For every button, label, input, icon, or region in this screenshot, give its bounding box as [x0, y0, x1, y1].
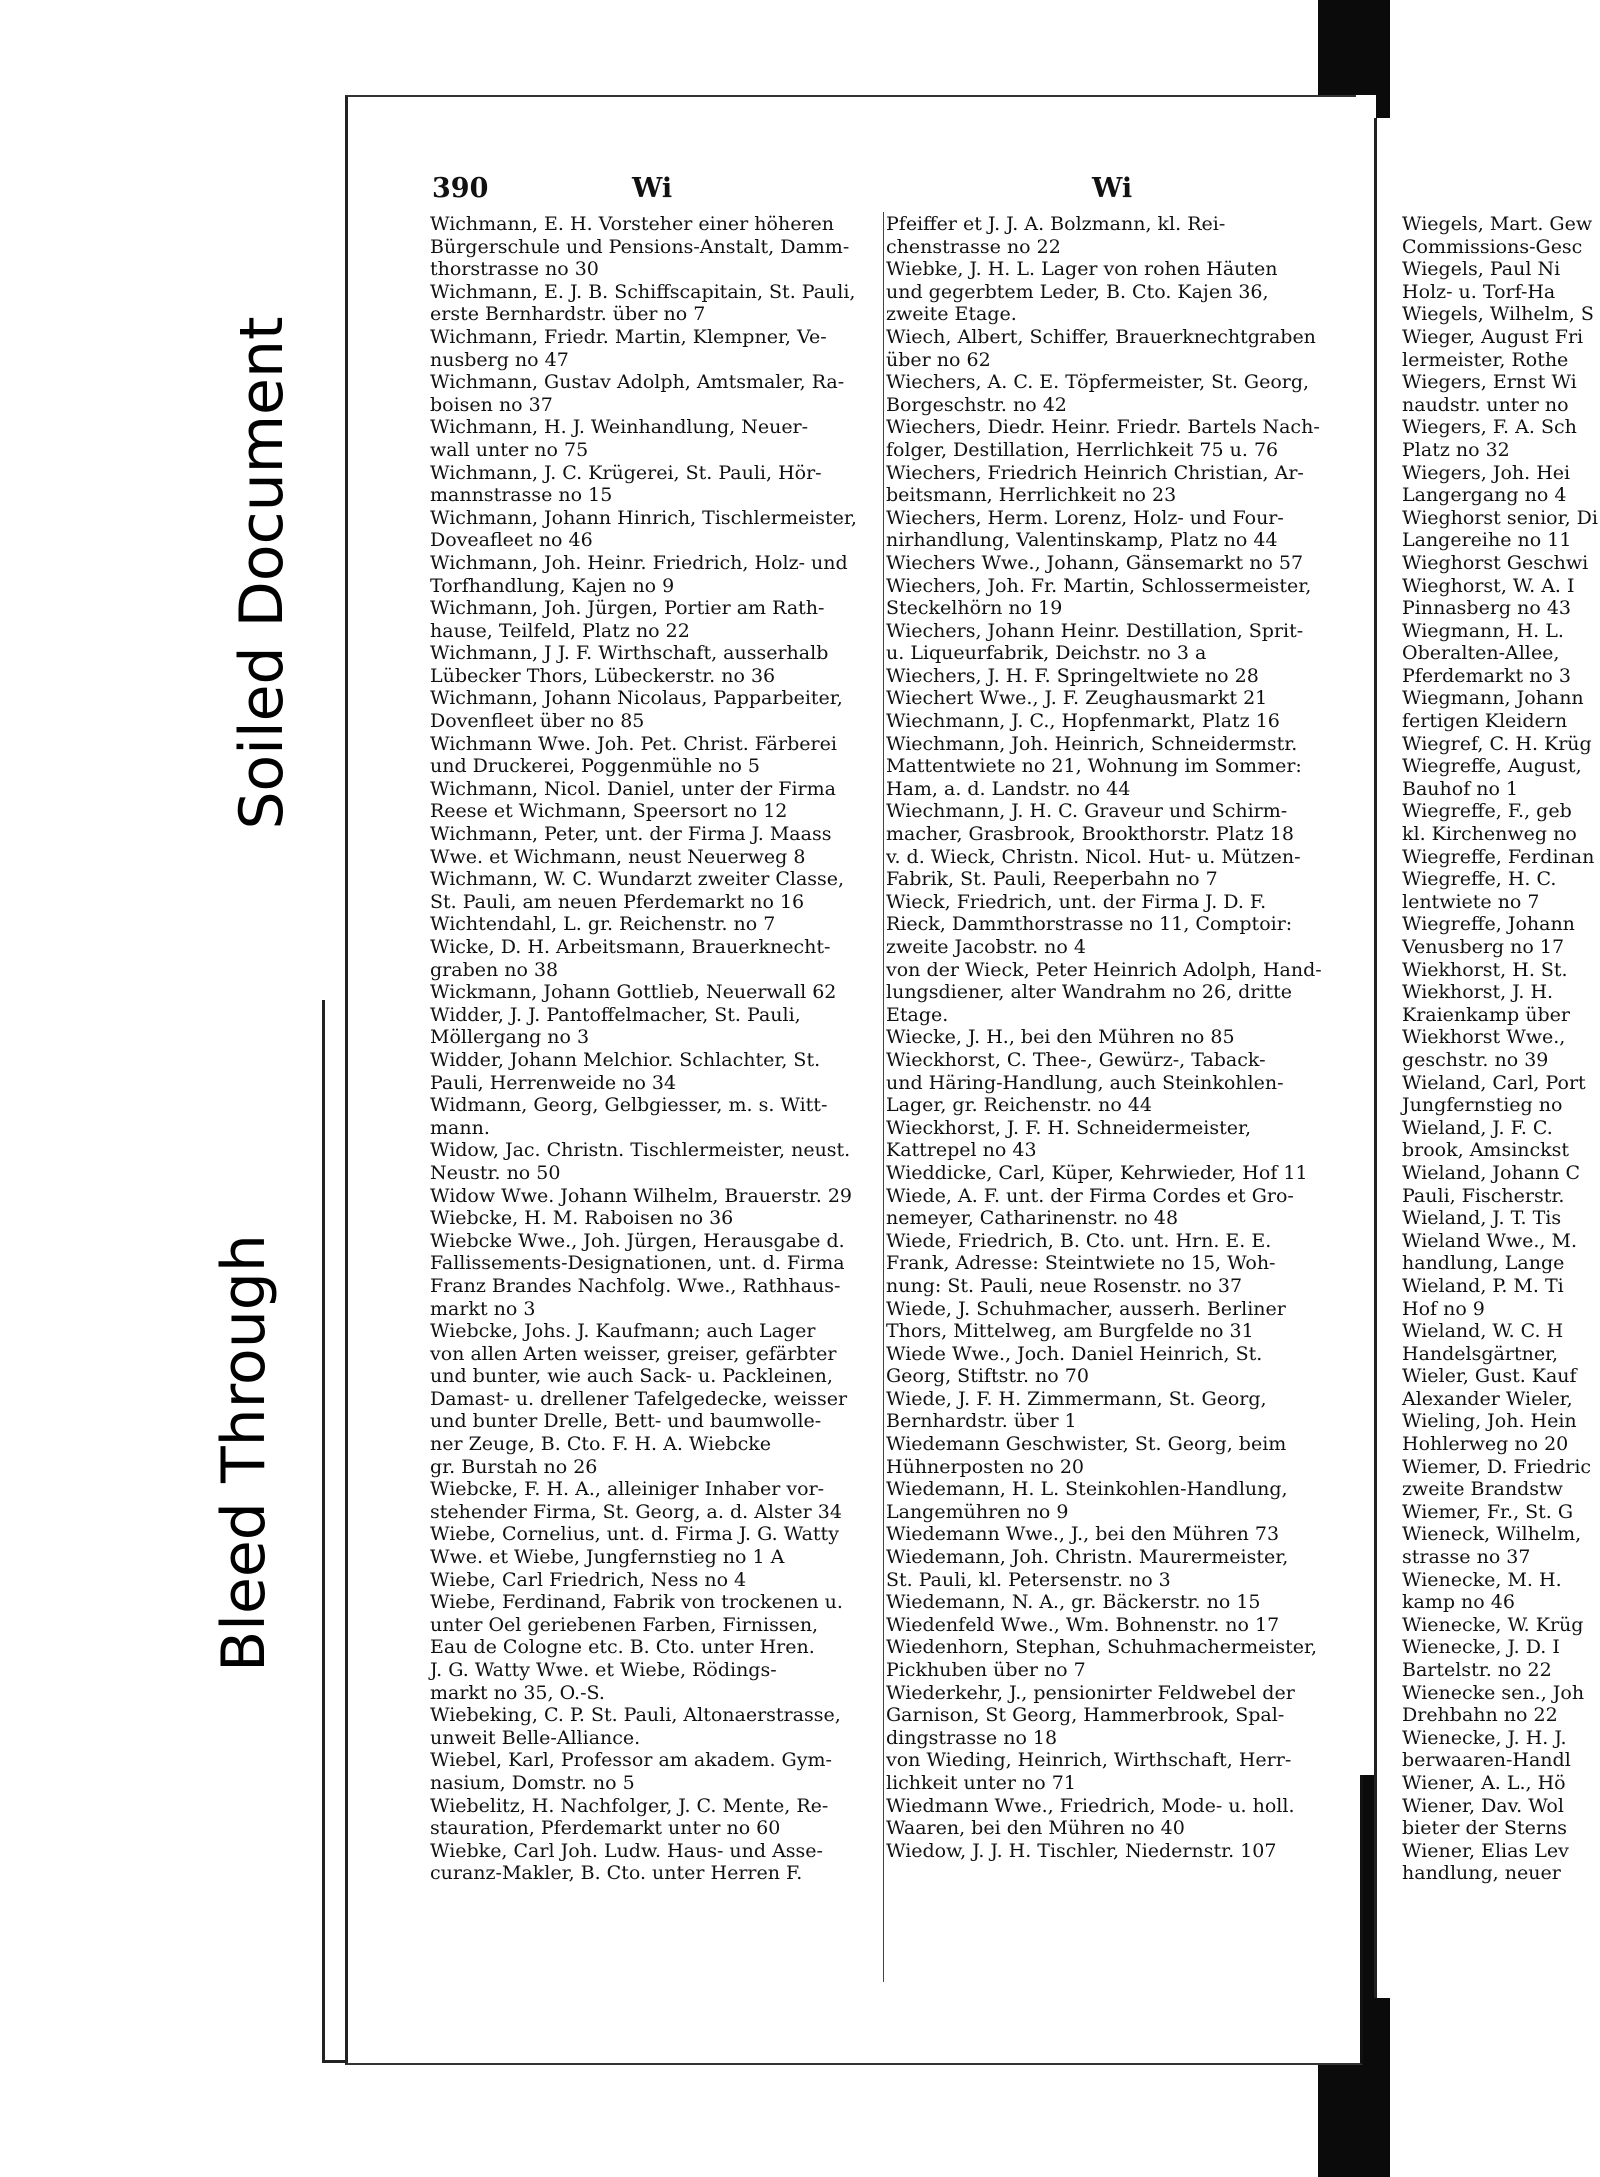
directory-line: Wieckhorst, J. F. H. Schneidermeister, [886, 1116, 1252, 1139]
directory-line: Widder, Johann Melchior. Schlachter, St. [430, 1048, 821, 1071]
directory-line: Wiechmann, J. C., Hopfenmarkt, Platz 16 [886, 710, 1280, 733]
directory-line: Möllergang no 3 [430, 1026, 590, 1049]
directory-line: lermeister, Rothe [1402, 348, 1569, 371]
directory-line: Handelsgärtner, [1402, 1342, 1559, 1365]
directory-line: chenstrasse no 22 [886, 235, 1061, 258]
directory-line: Wichmann, J. C. Krügerei, St. Pauli, Hör- [430, 461, 822, 484]
directory-line: Wiener, A. L., Hö [1402, 1771, 1566, 1794]
directory-column-facing-page [1402, 213, 1600, 1885]
directory-line: und Druckerei, Poggenmühle no 5 [430, 755, 761, 778]
page-number: 390 [432, 173, 489, 204]
directory-line: Garnison, St Georg, Hammerbrook, Spal- [886, 1704, 1285, 1727]
directory-line: Wiechers, Friedrich Heinrich Christian, Ar- [886, 461, 1304, 484]
directory-line: und bunter Drelle, Bett- und baumwolle- [430, 1410, 822, 1433]
directory-line: Wiegreffe, August, [1402, 755, 1582, 778]
directory-line: Wiechmann, Joh. Heinrich, Schneidermstr. [886, 732, 1298, 755]
directory-line: Wiegmann, H. L. [1402, 619, 1564, 642]
directory-line: Wichmann, W. C. Wundarzt zweiter Classe, [430, 868, 845, 891]
directory-line: nemeyer, Catharinenstr. no 48 [886, 1207, 1179, 1230]
directory-line: Wiederkehr, J., pensionirter Feldwebel der [886, 1681, 1295, 1704]
directory-line: Wiedemann, Joh. Christn. Maurermeister, [886, 1546, 1289, 1569]
directory-line: Franz Brandes Nachfolg. Wwe., Rathhaus- [430, 1274, 841, 1297]
directory-line: Wiebcke, Johs. J. Kaufmann; auch Lager [430, 1320, 816, 1343]
directory-line: Lager, gr. Reichenstr. no 44 [886, 1094, 1152, 1117]
directory-line: kl. Kirchenweg no [1402, 823, 1577, 846]
directory-line: Wiechers, Joh. Fr. Martin, Schlossermeister, [886, 574, 1312, 597]
directory-line: Jungfernstieg no [1402, 1094, 1563, 1117]
directory-line: Doveafleet no 46 [430, 529, 593, 552]
directory-line: Wiekhorst Wwe., [1402, 1026, 1566, 1049]
directory-line: Wiebke, J. H. L. Lager von rohen Häuten [886, 258, 1278, 281]
directory-line: Wichmann, Joh. Heinr. Friedrich, Holz- und [430, 551, 848, 574]
directory-line: Wichmann, E. H. Vorsteher einer höheren [430, 213, 835, 235]
directory-line: Wichmann Wwe. Joh. Pet. Christ. Färberei [430, 732, 837, 755]
directory-line: lungsdiener, alter Wandrahm no 26, dritte [886, 981, 1293, 1004]
page-gutter [1356, 95, 1376, 1775]
directory-line: Wiebe, Ferdinand, Fabrik von trockenen u. [430, 1591, 843, 1614]
directory-line: Wiemer, D. Friedric [1402, 1455, 1592, 1478]
directory-line: St. Pauli, kl. Petersenstr. no 3 [886, 1568, 1171, 1591]
directory-line: St. Pauli, am neuen Pferdemarkt no 16 [430, 890, 805, 913]
directory-line: stauration, Pferdemarkt unter no 60 [430, 1817, 781, 1840]
directory-line: v. d. Wieck, Christn. Nicol. Hut- u. Mützen- [886, 845, 1301, 868]
directory-line: Wichmann, Nicol. Daniel, unter der Firma [430, 777, 836, 800]
directory-line: strasse no 37 [1402, 1546, 1531, 1569]
directory-line: Georg, Stiftstr. no 70 [886, 1365, 1089, 1388]
directory-line: von Wieding, Heinrich, Wirthschaft, Herr- [886, 1749, 1292, 1772]
directory-line: Wiemer, Fr., St. G [1402, 1500, 1574, 1523]
directory-line: Wichtendahl, L. gr. Reichenstr. no 7 [430, 913, 776, 936]
directory-line: Wichmann, Gustav Adolph, Amtsmaler, Ra- [430, 371, 845, 394]
directory-line: naudstr. unter no [1402, 393, 1569, 416]
directory-line: Wiede Wwe., Joch. Daniel Heinrich, St. [886, 1342, 1263, 1365]
directory-line: brook, Amsinckst [1402, 1139, 1570, 1162]
directory-line: nirhandlung, Valentinskamp, Platz no 44 [886, 529, 1278, 552]
directory-line: Wiech, Albert, Schiffer, Brauerknechtgraben [886, 325, 1316, 348]
directory-line: Wiechers Wwe., Johann, Gänsemarkt no 57 [886, 551, 1304, 574]
directory-line: Wiecke, J. H., bei den Mühren no 85 [886, 1026, 1235, 1049]
directory-line: Ham, a. d. Landstr. no 44 [886, 777, 1131, 800]
directory-line: Borgeschstr. no 42 [886, 393, 1067, 416]
directory-line: über no 62 [886, 348, 991, 371]
directory-line: Wiegers, Joh. Hei [1402, 461, 1571, 484]
directory-line: Steckelhörn no 19 [886, 597, 1063, 620]
directory-line: Wiegers, F. A. Sch [1402, 416, 1577, 439]
directory-line: Wiede, A. F. unt. der Firma Cordes et Gro- [886, 1184, 1294, 1207]
directory-line: Wichmann, Johann Hinrich, Tischlermeister, [430, 506, 857, 529]
directory-line: unter Oel geriebenen Farben, Firnissen, [430, 1613, 819, 1636]
directory-line: Wiebe, Carl Friedrich, Ness no 4 [430, 1568, 747, 1591]
directory-line: Frank, Adresse: Steintwiete no 15, Woh- [886, 1252, 1276, 1275]
directory-line: kamp no 46 [1402, 1591, 1515, 1614]
directory-line: Wiedmann Wwe., Friedrich, Mode- u. holl. [886, 1794, 1295, 1817]
directory-line: Mattentwiete no 21, Wohnung im Sommer: [886, 755, 1302, 778]
directory-line: curanz-Makler, B. Cto. unter Herren F. [430, 1862, 803, 1885]
directory-line: Wieger, August Fri [1402, 325, 1584, 348]
directory-line: Wieddicke, Carl, Küper, Kehrwieder, Hof 11 [886, 1161, 1308, 1184]
directory-line: nasium, Domstr. no 5 [430, 1771, 635, 1794]
directory-line: Wieckhorst, C. Thee-, Gewürz-, Taback- [886, 1048, 1266, 1071]
directory-line: Wieghorst Geschwi [1402, 551, 1589, 574]
directory-line: Commissions-Gesc [1402, 235, 1583, 258]
directory-line: nung: St. Pauli, neue Rosenstr. no 37 [886, 1274, 1243, 1297]
directory-line: von allen Arten weisser, greiser, gefärbter [430, 1342, 837, 1365]
directory-line: Wieneck, Wilhelm, [1402, 1523, 1582, 1546]
directory-line: berwaaren-Handl [1402, 1749, 1571, 1772]
directory-line: Wieland, P. M. Ti [1402, 1274, 1564, 1297]
directory-line: Wieling, Joh. Hein [1402, 1410, 1577, 1433]
bleed-through-label [168, 1098, 320, 1808]
directory-line: Wiede, Friedrich, B. Cto. unt. Hrn. E. E. [886, 1229, 1272, 1252]
directory-line: Langemühren no 9 [886, 1500, 1069, 1523]
directory-line: beitsmann, Herrlichkeit no 23 [886, 484, 1177, 507]
directory-line: Lübecker Thors, Lübeckerstr. no 36 [430, 664, 776, 687]
directory-line: bieter der Sterns [1402, 1817, 1567, 1840]
directory-line: Wiebcke Wwe., Joh. Jürgen, Herausgabe d. [430, 1229, 845, 1252]
directory-line: Wiechers, A. C. E. Töpfermeister, St. Georg, [886, 371, 1310, 394]
directory-line: fertigen Kleidern [1402, 710, 1568, 733]
directory-line: erste Bernhardstr. über no 7 [430, 303, 706, 326]
directory-line: Hof no 9 [1402, 1297, 1485, 1320]
directory-line: Wiegels, Wilhelm, S [1402, 303, 1594, 326]
directory-line: Wichmann, Peter, unt. der Firma J. Maass [430, 823, 832, 846]
directory-line: und gegerbtem Leder, B. Cto. Kajen 36, [886, 280, 1269, 303]
soiled-document-label [202, 250, 322, 895]
directory-line: Wiede, J. F. H. Zimmermann, St. Georg, [886, 1387, 1267, 1410]
directory-line: Wieland, Carl, Port [1402, 1071, 1586, 1094]
directory-line: Drehbahn no 22 [1402, 1704, 1558, 1727]
directory-line: Langereihe no 11 [1402, 529, 1572, 552]
directory-line: Dovenfleet über no 85 [430, 710, 645, 733]
directory-line: Pinnasberg no 43 [1402, 597, 1571, 620]
directory-line: graben no 38 [430, 958, 559, 981]
directory-line: Wiebe, Cornelius, unt. d. Firma J. G. Watty [430, 1523, 839, 1546]
directory-line: Wienecke, M. H. [1402, 1568, 1562, 1591]
directory-line: geschstr. no 39 [1402, 1048, 1549, 1071]
directory-line: Wieghorst senior, Di [1402, 506, 1598, 529]
directory-line: Wieland, Johann C [1402, 1161, 1581, 1184]
directory-line: Bartelstr. no 22 [1402, 1659, 1552, 1681]
directory-line: hause, Teilfeld, Platz no 22 [430, 619, 690, 642]
directory-line: Wieghorst, W. A. I [1402, 574, 1575, 597]
directory-line: handlung, Lange [1402, 1252, 1565, 1275]
directory-line: Wiebcke, H. M. Raboisen no 36 [430, 1207, 734, 1230]
directory-line: Wiechers, Johann Heinr. Destillation, Sprit- [886, 619, 1304, 642]
directory-line: Pauli, Herrenweide no 34 [430, 1071, 677, 1094]
directory-line: Pickhuben über no 7 [886, 1659, 1086, 1681]
directory-line: Fallissements-Designationen, unt. d. Firma [430, 1252, 845, 1275]
directory-line: Platz no 32 [1402, 438, 1510, 461]
directory-line: Waaren, bei den Mühren no 40 [886, 1817, 1185, 1840]
directory-line: Wieland Wwe., M. [1402, 1229, 1578, 1252]
directory-line: Wiegreffe, Ferdinan [1402, 845, 1595, 868]
directory-line: Wiegreffe, F., geb [1402, 800, 1572, 823]
directory-line: Pauli, Fischerstr. [1402, 1184, 1565, 1207]
directory-line: Wieland, W. C. H [1402, 1320, 1564, 1343]
directory-line: zweite Etage. [886, 303, 1017, 326]
directory-line: Wiegmann, Johann [1402, 687, 1584, 710]
directory-line: Wienecke, W. Krüg [1402, 1613, 1584, 1636]
directory-line: Oberalten-Allee, [1402, 642, 1560, 665]
directory-line: dingstrasse no 18 [886, 1726, 1058, 1749]
directory-line: Thors, Mittelweg, am Burgfelde no 31 [886, 1320, 1254, 1343]
directory-line: Damast- u. drellener Tafelgedecke, weisser [430, 1387, 848, 1410]
directory-line: Wiener, Dav. Wol [1402, 1794, 1564, 1817]
directory-line: Kattrepel no 43 [886, 1139, 1037, 1162]
directory-line: Wiechers, J. H. F. Springeltwiete no 28 [886, 664, 1259, 687]
directory-line: Wieland, J. F. C. [1402, 1116, 1553, 1139]
directory-line: Wichmann, Johann Nicolaus, Papparbeiter, [430, 687, 843, 710]
directory-line: mannstrasse no 15 [430, 484, 613, 507]
directory-line: Wiedenhorn, Stephan, Schuhmachermeister, [886, 1636, 1318, 1659]
directory-line: Wiede, J. Schuhmacher, ausserh. Berliner [886, 1297, 1286, 1320]
directory-line: mann. [430, 1116, 490, 1139]
directory-line: Wiedow, J. J. H. Tischler, Niedernstr. 107 [886, 1839, 1277, 1862]
directory-line: Wieck, Friedrich, unt. der Firma J. D. F. [886, 890, 1267, 913]
directory-line: Wieland, J. T. Tis [1402, 1207, 1562, 1230]
directory-line: boisen no 37 [430, 393, 553, 416]
directory-line: folger, Destillation, Herrlichkeit 75 u. 76 [886, 438, 1279, 461]
directory-line: Widow Wwe. Johann Wilhelm, Brauerstr. 29 [430, 1184, 852, 1207]
directory-line: Wiebel, Karl, Professor am akadem. Gym- [430, 1749, 832, 1772]
directory-line: Wieler, Gust. Kauf [1402, 1365, 1577, 1388]
directory-line: Wickmann, Johann Gottlieb, Neuerwall 62 [430, 981, 837, 1004]
directory-line: Bernhardstr. über 1 [886, 1410, 1077, 1433]
directory-line: Wichmann, H. J. Weinhandlung, Neuer- [430, 416, 809, 439]
directory-line: Wicke, D. H. Arbeitsmann, Brauerknecht- [430, 936, 831, 958]
directory-line: Wiedemann, N. A., gr. Bäckerstr. no 15 [886, 1591, 1261, 1614]
directory-line: Wiechert Wwe., J. F. Zeughausmarkt 21 [886, 687, 1268, 710]
directory-line: Holz- u. Torf-Ha [1402, 280, 1556, 303]
directory-line: Wienecke, J. H. J. [1402, 1726, 1567, 1749]
directory-line: Wwe. et Wiebe, Jungfernstieg no 1 A [430, 1546, 785, 1569]
directory-line: gr. Burstah no 26 [430, 1455, 598, 1478]
directory-line: Wichmann, E. J. B. Schiffscapitain, St. Pauli, [430, 280, 856, 303]
directory-line: Rieck, Dammthorstrasse no 11, Comptoir: [886, 913, 1293, 936]
directory-line: Wichmann, Friedr. Martin, Klempner, Ve- [430, 325, 827, 348]
directory-line: Wiebke, Carl Joh. Ludw. Haus- und Asse- [430, 1839, 823, 1862]
directory-line: stehender Firma, St. Georg, a. d. Alster 34 [430, 1500, 842, 1523]
directory-line: unweit Belle-Alliance. [430, 1726, 641, 1749]
directory-line: Langergang no 4 [1402, 484, 1567, 507]
directory-line: Wiedemann, H. L. Steinkohlen-Handlung, [886, 1478, 1288, 1501]
directory-line: Torfhandlung, Kajen no 9 [430, 574, 675, 597]
directory-line: Wiegreffe, Johann [1402, 913, 1575, 936]
directory-line: Reese et Wichmann, Speersort no 12 [430, 800, 788, 823]
directory-line: markt no 3 [430, 1297, 536, 1320]
directory-line: Widmann, Georg, Gelbgiesser, m. s. Witt- [430, 1094, 828, 1117]
directory-line: lentwiete no 7 [1402, 890, 1540, 913]
directory-line: Wichmann, J J. F. Wirthschaft, ausserhalb [430, 642, 829, 665]
directory-column-middle [886, 213, 1340, 1862]
directory-line: Wiegref, C. H. Krüg [1402, 732, 1592, 755]
directory-line: Wiekhorst, J. H. [1402, 981, 1554, 1004]
directory-line: Wiegreffe, H. C. [1402, 868, 1557, 891]
directory-line: macher, Grasbrook, Brookthorstr. Platz 18 [886, 823, 1294, 846]
directory-line: Wiegels, Paul Ni [1402, 258, 1561, 281]
directory-line: J. G. Watty Wwe. et Wiebe, Rödings- [430, 1659, 777, 1681]
directory-line: Wiener, Elias Lev [1402, 1839, 1569, 1862]
directory-line: ner Zeuge, B. Cto. F. H. A. Wiebcke [430, 1433, 771, 1456]
directory-line: Venusberg no 17 [1402, 936, 1565, 958]
directory-line: thorstrasse no 30 [430, 258, 599, 281]
directory-line: Wiechers, Diedr. Heinr. Friedr. Bartels Nach- [886, 416, 1320, 439]
directory-line: Wiechmann, J. H. C. Graveur und Schirm- [886, 800, 1288, 823]
directory-line: Wichmann, Joh. Jürgen, Portier am Rath- [430, 597, 825, 620]
directory-line: Wiekhorst, H. St. [1402, 958, 1568, 981]
directory-line: Wwe. et Wichmann, neust Neuerweg 8 [430, 845, 806, 868]
directory-line: Wiedemann Geschwister, St. Georg, beim [886, 1433, 1287, 1456]
directory-line: Etage. [886, 1003, 949, 1026]
directory-line: wall unter no 75 [430, 438, 589, 461]
directory-line: zweite Jacobstr. no 4 [886, 936, 1086, 958]
directory-line: Wiebeking, C. P. St. Pauli, Altonaerstrasse, [430, 1704, 841, 1727]
directory-line: Wiechers, Herm. Lorenz, Holz- und Four- [886, 506, 1284, 529]
directory-line: Pfeiffer et J. J. A. Bolzmann, kl. Rei- [886, 213, 1226, 235]
directory-line: Wiebelitz, H. Nachfolger, J. C. Mente, Re- [430, 1794, 829, 1817]
bleed-through-text: Bleed Through [209, 1234, 279, 1672]
column-divider [883, 212, 884, 1982]
running-head-right: Wi [1092, 173, 1133, 204]
directory-line: markt no 35, O.-S. [430, 1681, 605, 1704]
directory-line: Wiedemann Wwe., J., bei den Mühren 73 [886, 1523, 1280, 1546]
directory-line: und bunter, wie auch Sack- u. Packleinen, [430, 1365, 833, 1388]
directory-line: lichkeit unter no 71 [886, 1771, 1076, 1794]
directory-line: zweite Brandstw [1402, 1478, 1563, 1501]
directory-line: von der Wieck, Peter Heinrich Adolph, Hand- [886, 958, 1322, 981]
soiled-document-text: Soiled Document [227, 315, 297, 830]
directory-line: Hohlerweg no 20 [1402, 1433, 1569, 1456]
directory-line: Neustr. no 50 [430, 1161, 561, 1184]
directory-line: Wiebcke, F. H. A., alleiniger Inhaber vor- [430, 1478, 825, 1501]
directory-column-left [430, 213, 880, 1885]
directory-line: Fabrik, St. Pauli, Reeperbahn no 7 [886, 868, 1218, 891]
directory-line: nusberg no 47 [430, 348, 569, 371]
directory-line: u. Liqueurfabrik, Deichstr. no 3 a [886, 642, 1207, 665]
directory-line: Eau de Cologne etc. B. Cto. unter Hren. [430, 1636, 815, 1659]
directory-line: Widow, Jac. Christn. Tischlermeister, neust. [430, 1139, 851, 1162]
directory-line: Wiegels, Mart. Gew [1402, 213, 1593, 235]
directory-line: Wiegers, Ernst Wi [1402, 371, 1577, 394]
directory-line: Bürgerschule und Pensions-Anstalt, Damm- [430, 235, 850, 258]
directory-line: und Häring-Handlung, auch Steinkohlen- [886, 1071, 1284, 1094]
running-head-left: Wi [632, 173, 673, 204]
directory-line: Pferdemarkt no 3 [1402, 664, 1571, 687]
directory-line: Kraienkamp über [1402, 1003, 1570, 1026]
directory-line: Bauhof no 1 [1402, 777, 1519, 800]
directory-line: handlung, neuer [1402, 1862, 1561, 1885]
directory-line: Wienecke, J. D. I [1402, 1636, 1560, 1659]
directory-line: Wiedenfeld Wwe., Wm. Bohnenstr. no 17 [886, 1613, 1280, 1636]
directory-line: Hühnerposten no 20 [886, 1455, 1085, 1478]
directory-line: Alexander Wieler, [1402, 1387, 1573, 1410]
directory-line: Widder, J. J. Pantoffelmacher, St. Pauli, [430, 1003, 801, 1026]
directory-line: Wienecke sen., Joh [1402, 1681, 1585, 1704]
